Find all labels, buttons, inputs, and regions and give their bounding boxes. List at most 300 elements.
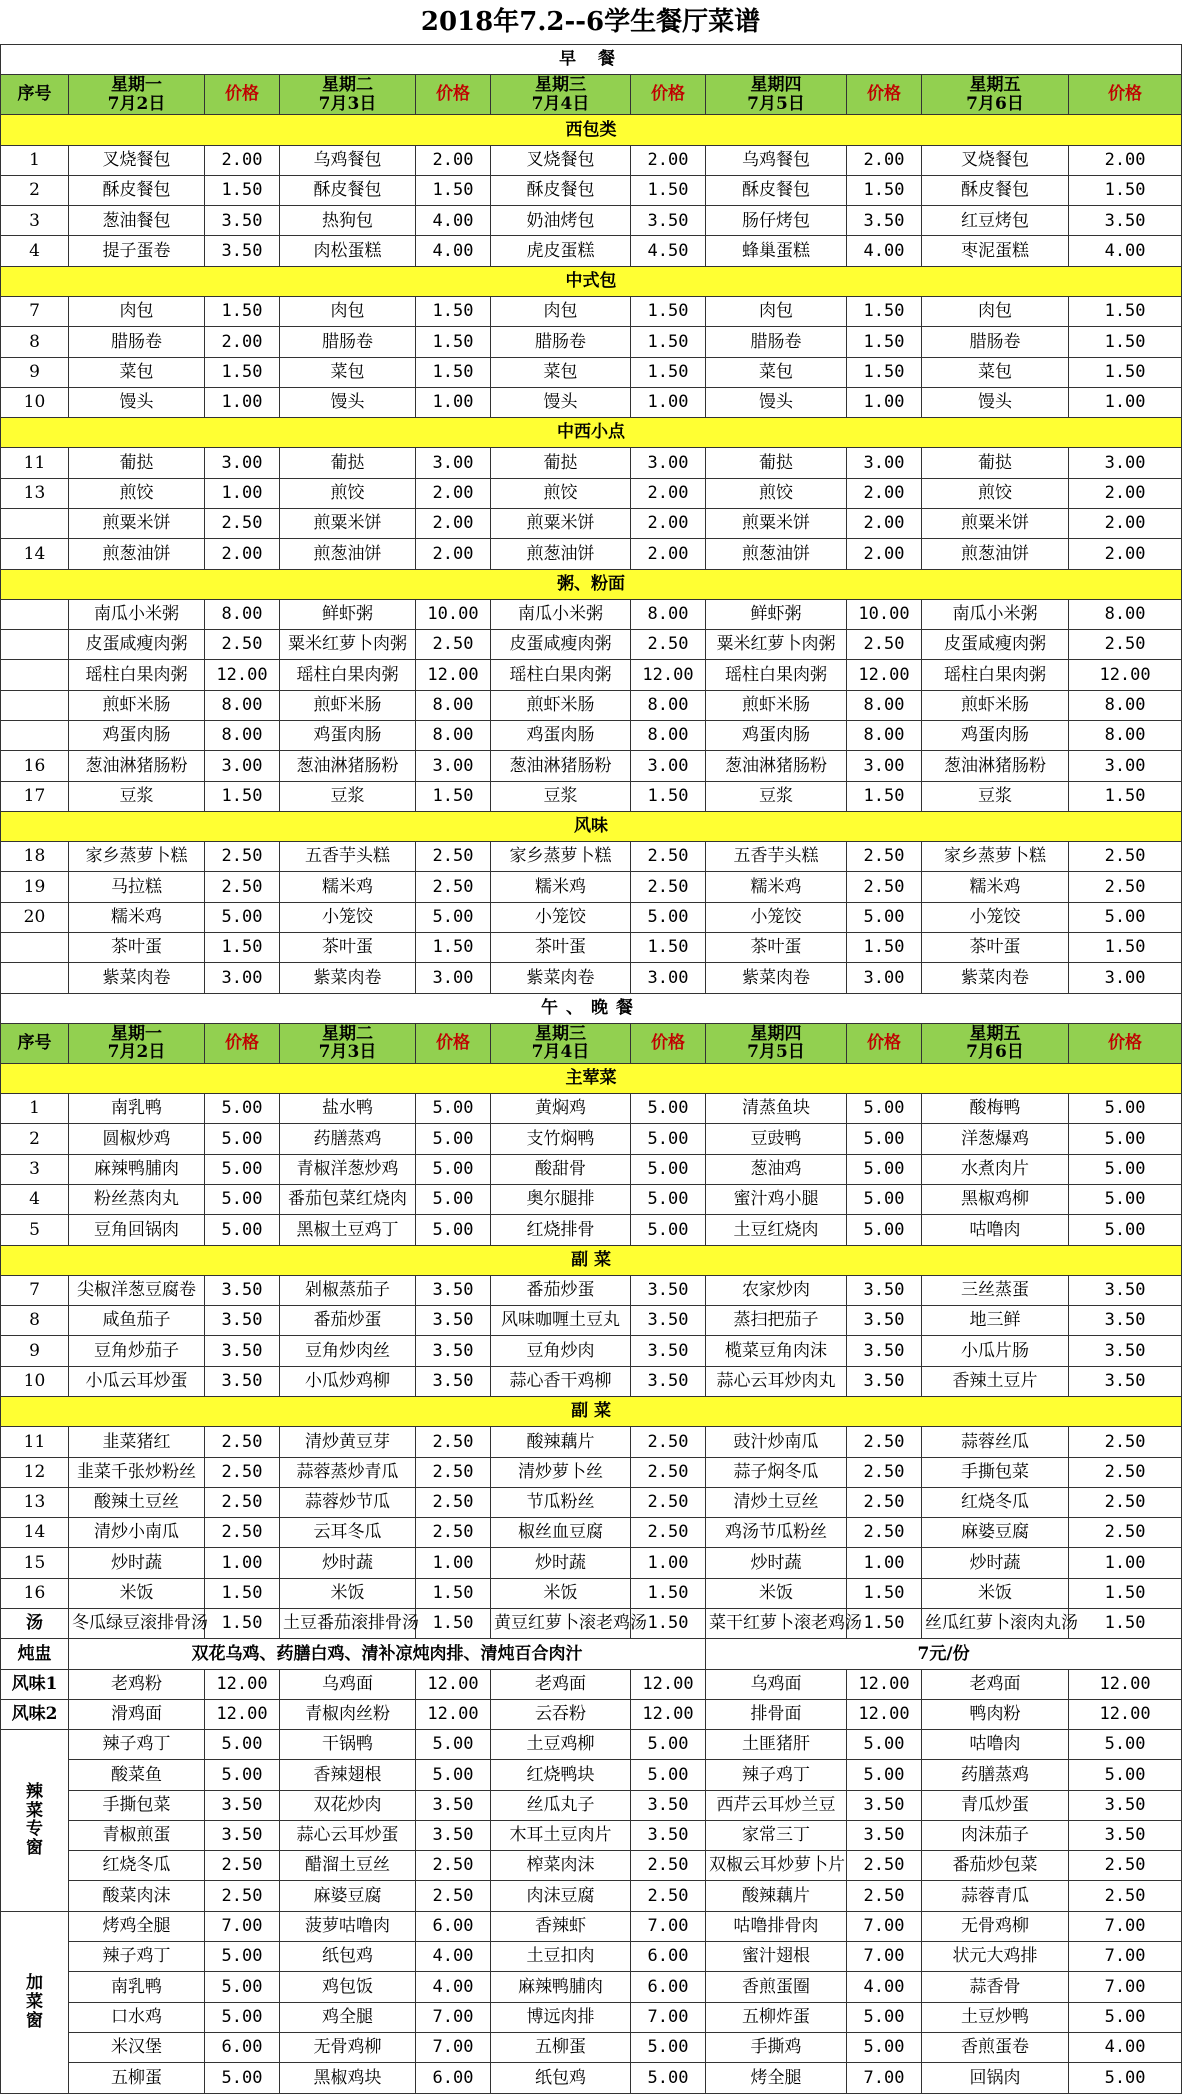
seq-number: 10 (1, 387, 69, 417)
dish-name: 鸭肉粉 (922, 1699, 1069, 1729)
dish-price: 3.50 (631, 1366, 706, 1396)
dish-name: 榨菜肉沫 (491, 1851, 631, 1881)
dish-name: 尖椒洋葱豆腐卷 (69, 1275, 205, 1305)
dish-name: 小瓜片肠 (922, 1336, 1069, 1366)
dish-price: 2.50 (847, 1427, 922, 1457)
dish-price: 6.00 (631, 1972, 706, 2002)
dish-price: 3.00 (416, 751, 491, 781)
dish-name: 炒时蔬 (922, 1548, 1069, 1578)
dish-name: 米饭 (706, 1578, 847, 1608)
price-header: 价格 (847, 75, 922, 115)
date-label: 7月4日 (531, 93, 590, 114)
dish-name: 菜干红萝卜滚老鸡汤 (706, 1608, 847, 1638)
price-header: 价格 (205, 1023, 280, 1063)
seq-number: 17 (1, 781, 69, 811)
seq-number: 18 (1, 842, 69, 872)
date-label: 7月6日 (966, 93, 1024, 114)
dish-price: 1.50 (631, 327, 706, 357)
spicy-window-row (1, 1760, 1182, 1790)
dish-name: 咕噜肉 (922, 1215, 1069, 1245)
menu-row (1, 630, 1182, 660)
dish-name: 双椒云耳炒萝卜片 (706, 1851, 847, 1881)
menu-row (1, 599, 1182, 629)
dish-name: 酸菜鱼 (69, 1760, 205, 1790)
dish-price: 8.00 (847, 690, 922, 720)
seq-number: 19 (1, 872, 69, 902)
dish-price: 8.00 (205, 690, 280, 720)
dish-price: 5.00 (631, 1154, 706, 1184)
menu-table-body (1, 45, 1182, 2094)
dish-name: 蜜汁鸡小腿 (706, 1185, 847, 1215)
dish-price: 1.00 (1069, 387, 1182, 417)
dish-name: 青椒煎蛋 (69, 1820, 205, 1850)
dish-price: 1.50 (416, 297, 491, 327)
dish-name: 菜包 (706, 357, 847, 387)
spicy-window-label-char: 专 (26, 1819, 43, 1840)
dish-price: 3.50 (205, 1336, 280, 1366)
dish-name: 麻婆豆腐 (922, 1518, 1069, 1548)
dish-price: 3.50 (205, 1790, 280, 1820)
dish-price: 2.00 (847, 539, 922, 569)
stew-row (1, 1639, 1182, 1669)
price-header: 价格 (205, 75, 280, 115)
dish-name: 酥皮餐包 (706, 175, 847, 205)
menu-row (1, 1336, 1182, 1366)
seq-number: 5 (1, 1215, 69, 1245)
dish-name: 黑椒鸡块 (280, 2063, 416, 2094)
dish-name: 茶叶蛋 (280, 932, 416, 962)
dish-price: 3.00 (1069, 751, 1182, 781)
dish-name: 木耳土豆肉片 (491, 1820, 631, 1850)
dish-name: 米饭 (69, 1578, 205, 1608)
menu-row (1, 297, 1182, 327)
dish-price: 2.00 (847, 478, 922, 508)
dish-price: 5.00 (205, 1215, 280, 1245)
menu-row (1, 448, 1182, 478)
dish-name: 小瓜炒鸡柳 (280, 1366, 416, 1396)
dish-name: 烤鸡全腿 (69, 1911, 205, 1941)
day-header (706, 75, 847, 115)
dish-price: 2.50 (847, 842, 922, 872)
dish-name: 肉包 (922, 297, 1069, 327)
dish-price: 2.50 (205, 1518, 280, 1548)
seq-number: 14 (1, 539, 69, 569)
seq-number (1, 720, 69, 750)
dish-name: 葡挞 (922, 448, 1069, 478)
dish-name: 酥皮餐包 (280, 175, 416, 205)
spicy-window-row (1, 1851, 1182, 1881)
dish-price: 1.50 (847, 297, 922, 327)
stew-label: 炖盅 (1, 1639, 69, 1669)
dish-price: 3.50 (847, 1366, 922, 1396)
dish-price: 1.50 (205, 781, 280, 811)
dish-price: 1.50 (1069, 1578, 1182, 1608)
dish-name: 烤全腿 (706, 2063, 847, 2094)
menu-row (1, 478, 1182, 508)
dish-name: 药膳蒸鸡 (922, 1760, 1069, 1790)
category-title: 中西小点 (1, 418, 1182, 448)
dish-price: 7.00 (416, 2002, 491, 2032)
menu-row (1, 236, 1182, 266)
dish-name: 煎葱油饼 (280, 539, 416, 569)
dish-price: 2.50 (416, 1881, 491, 1911)
flavor-label: 风味1 (1, 1669, 69, 1699)
dish-price: 1.50 (631, 297, 706, 327)
dish-price: 10.00 (416, 599, 491, 629)
dish-price: 5.00 (631, 1215, 706, 1245)
menu-row (1, 357, 1182, 387)
dish-name: 炒时蔬 (491, 1548, 631, 1578)
dish-price: 2.50 (631, 1487, 706, 1517)
dish-price: 5.00 (1069, 1215, 1182, 1245)
dish-name: 煎饺 (922, 478, 1069, 508)
dish-name: 酸辣藕片 (706, 1881, 847, 1911)
dish-price: 2.50 (847, 1457, 922, 1487)
date-label: 7月3日 (318, 1042, 377, 1063)
dish-price: 2.50 (205, 1851, 280, 1881)
dish-price: 2.00 (1069, 145, 1182, 175)
dish-price: 5.00 (631, 2063, 706, 2094)
dish-name: 番茄炒包菜 (922, 1851, 1069, 1881)
day-header (922, 1023, 1069, 1063)
dish-price: 5.00 (631, 1760, 706, 1790)
dish-price: 2.00 (631, 509, 706, 539)
dish-name: 米饭 (491, 1578, 631, 1608)
dish-name: 葱油淋猪肠粉 (69, 751, 205, 781)
dish-name: 双花炒肉 (280, 1790, 416, 1820)
dish-name: 洋葱爆鸡 (922, 1124, 1069, 1154)
dish-name: 红烧鸭块 (491, 1760, 631, 1790)
dish-price: 12.00 (847, 1699, 922, 1729)
dish-price: 1.50 (205, 1578, 280, 1608)
day-header (69, 1023, 205, 1063)
dish-price: 12.00 (1069, 1669, 1182, 1699)
extra-window-row (1, 2063, 1182, 2094)
dish-price: 8.00 (205, 720, 280, 750)
dish-price: 1.50 (847, 327, 922, 357)
dish-price: 2.50 (416, 1851, 491, 1881)
menu-row (1, 1457, 1182, 1487)
dish-price: 2.50 (847, 1518, 922, 1548)
dish-name: 豆角回锅肉 (69, 1215, 205, 1245)
dish-price: 2.50 (205, 872, 280, 902)
dish-name: 鸡全腿 (280, 2002, 416, 2032)
dish-name: 豆浆 (491, 781, 631, 811)
category-row (1, 569, 1182, 599)
spicy-window-row (1, 1790, 1182, 1820)
seq-number: 8 (1, 1306, 69, 1336)
dish-name: 虎皮蛋糕 (491, 236, 631, 266)
dish-price: 3.50 (205, 206, 280, 236)
dish-name: 豆角炒肉丝 (280, 1336, 416, 1366)
dish-price: 5.00 (1069, 1124, 1182, 1154)
dish-price: 1.50 (416, 781, 491, 811)
extra-window-label (1, 1911, 69, 2093)
weekday-label: 星期二 (322, 75, 373, 96)
dish-name: 腊肠卷 (69, 327, 205, 357)
dish-price: 4.00 (1069, 236, 1182, 266)
dish-price: 8.00 (1069, 599, 1182, 629)
dish-name: 乌鸡面 (280, 1669, 416, 1699)
dish-name: 红烧冬瓜 (922, 1487, 1069, 1517)
dish-price: 2.50 (205, 1457, 280, 1487)
dish-price: 2.50 (847, 1881, 922, 1911)
dish-name: 馒头 (491, 387, 631, 417)
dish-price: 2.50 (631, 1518, 706, 1548)
menu-row (1, 963, 1182, 993)
dish-name: 支竹焖鸭 (491, 1124, 631, 1154)
dish-price: 3.00 (847, 751, 922, 781)
dish-name: 番茄炒蛋 (491, 1275, 631, 1305)
dish-price: 1.50 (631, 1578, 706, 1608)
dish-name: 韭菜千张炒粉丝 (69, 1457, 205, 1487)
dish-name: 皮蛋咸瘦肉粥 (491, 630, 631, 660)
day-header (706, 1023, 847, 1063)
dish-name: 煎粟米饼 (280, 509, 416, 539)
dish-price: 1.50 (416, 932, 491, 962)
dish-price: 3.50 (847, 1820, 922, 1850)
dish-price: 5.00 (205, 1154, 280, 1184)
dish-price: 3.00 (847, 448, 922, 478)
dish-price: 3.50 (416, 1275, 491, 1305)
dish-name: 肉松蛋糕 (280, 236, 416, 266)
menu-row (1, 539, 1182, 569)
extra-window-row (1, 1942, 1182, 1972)
dish-price: 1.00 (416, 1548, 491, 1578)
dish-price: 12.00 (416, 660, 491, 690)
day-header (69, 75, 205, 115)
dish-price: 2.50 (205, 842, 280, 872)
dish-name: 酸菜肉沫 (69, 1881, 205, 1911)
extra-window-row (1, 1972, 1182, 2002)
dish-price: 2.50 (1069, 1851, 1182, 1881)
dish-name: 小笼饺 (922, 902, 1069, 932)
dish-price: 3.00 (631, 751, 706, 781)
dish-price: 2.50 (631, 630, 706, 660)
category-title: 粥、粉面 (1, 569, 1182, 599)
date-label: 7月2日 (107, 1042, 166, 1063)
dish-name: 奶油烤包 (491, 206, 631, 236)
dish-price: 1.50 (205, 1608, 280, 1638)
dish-name: 菜包 (922, 357, 1069, 387)
weekday-label: 星期四 (750, 75, 802, 96)
dish-name: 腊肠卷 (922, 327, 1069, 357)
dish-price: 2.50 (205, 1487, 280, 1517)
dish-name: 冬瓜绿豆滚排骨汤 (69, 1608, 205, 1638)
dish-price: 8.00 (631, 690, 706, 720)
menu-row (1, 1185, 1182, 1215)
dish-name: 香煎蛋圈 (706, 1972, 847, 2002)
seq-number (1, 630, 69, 660)
dish-name: 香辣翅根 (280, 1760, 416, 1790)
dish-name: 煎葱油饼 (922, 539, 1069, 569)
stew-items: 双花乌鸡、药膳白鸡、清补凉炖肉排、清炖百合肉汁 (69, 1639, 706, 1669)
seq-number: 14 (1, 1518, 69, 1548)
dish-price: 5.00 (416, 1730, 491, 1760)
dish-price: 5.00 (416, 1124, 491, 1154)
dish-name: 三丝蒸蛋 (922, 1275, 1069, 1305)
dish-price: 4.00 (416, 206, 491, 236)
dish-name: 五柳蛋 (69, 2063, 205, 2094)
seq-number (1, 599, 69, 629)
dish-price: 3.00 (1069, 963, 1182, 993)
dish-name: 南乳鸭 (69, 1972, 205, 2002)
day-header (280, 1023, 416, 1063)
extra-window-row (1, 1911, 1182, 1941)
dish-name: 葱油淋猪肠粉 (706, 751, 847, 781)
dish-price: 12.00 (631, 1669, 706, 1699)
menu-row (1, 1275, 1182, 1305)
seq-number: 10 (1, 1366, 69, 1396)
extra-window-label-char: 菜 (26, 1992, 43, 2013)
dish-price: 2.00 (1069, 478, 1182, 508)
dish-name: 榄菜豆角肉沫 (706, 1336, 847, 1366)
dish-price: 6.00 (416, 1911, 491, 1941)
dish-price: 3.00 (416, 448, 491, 478)
price-header: 价格 (1069, 75, 1182, 115)
dish-name: 肉包 (491, 297, 631, 327)
dish-price: 3.50 (847, 1336, 922, 1366)
dish-price: 3.00 (847, 963, 922, 993)
dish-name: 鸡蛋肉肠 (922, 720, 1069, 750)
dish-name: 腊肠卷 (706, 327, 847, 357)
dish-name: 肉包 (280, 297, 416, 327)
dish-price: 2.00 (416, 478, 491, 508)
dish-price: 3.50 (205, 236, 280, 266)
dish-name: 南瓜小米粥 (922, 599, 1069, 629)
dish-name: 鸡蛋肉肠 (491, 720, 631, 750)
dish-name: 青椒洋葱炒鸡 (280, 1154, 416, 1184)
dish-price: 5.00 (847, 1154, 922, 1184)
dish-name: 老鸡面 (491, 1669, 631, 1699)
category-title: 副 菜 (1, 1396, 1182, 1426)
price-header: 价格 (1069, 1023, 1182, 1063)
dish-name: 小瓜云耳炒蛋 (69, 1366, 205, 1396)
dish-name: 酸甜骨 (491, 1154, 631, 1184)
dish-price: 8.00 (416, 720, 491, 750)
dish-name: 韭菜猪红 (69, 1427, 205, 1457)
dish-price: 3.50 (416, 1820, 491, 1850)
dish-price: 5.00 (847, 1730, 922, 1760)
dish-name: 紫菜肉卷 (706, 963, 847, 993)
extra-window-label-char: 窗 (26, 2010, 43, 2031)
dish-price: 1.50 (205, 357, 280, 387)
dish-name: 地三鲜 (922, 1306, 1069, 1336)
dish-price: 8.00 (1069, 720, 1182, 750)
dish-price: 5.00 (631, 1124, 706, 1154)
dish-price: 5.00 (631, 1730, 706, 1760)
dish-price: 5.00 (416, 1185, 491, 1215)
dish-price: 3.00 (205, 448, 280, 478)
menu-row (1, 1548, 1182, 1578)
dish-price: 3.50 (847, 1790, 922, 1820)
dish-price: 3.50 (416, 1366, 491, 1396)
dish-price: 2.50 (1069, 842, 1182, 872)
dish-price: 5.00 (847, 1215, 922, 1245)
dish-price: 3.50 (205, 1306, 280, 1336)
dish-name: 辣子鸡丁 (69, 1942, 205, 1972)
dish-price: 7.00 (205, 1911, 280, 1941)
dish-price: 3.50 (416, 1336, 491, 1366)
soup-row (1, 1608, 1182, 1638)
dish-price: 1.00 (205, 1548, 280, 1578)
dish-price: 3.00 (631, 963, 706, 993)
date-label: 7月5日 (747, 1042, 805, 1063)
dish-price: 7.00 (1069, 1942, 1182, 1972)
dish-price: 12.00 (205, 1699, 280, 1729)
dish-name: 煎虾米肠 (922, 690, 1069, 720)
dish-price: 5.00 (205, 2002, 280, 2032)
dish-name: 五柳蛋 (491, 2032, 631, 2062)
dish-price: 3.50 (205, 1820, 280, 1850)
flavor-row (1, 1669, 1182, 1699)
category-title: 中式包 (1, 266, 1182, 296)
dish-name: 博远肉排 (491, 2002, 631, 2032)
dish-price: 2.50 (205, 509, 280, 539)
dish-name: 煎饺 (69, 478, 205, 508)
dish-price: 7.00 (847, 2063, 922, 2094)
dish-price: 5.00 (1069, 1185, 1182, 1215)
dish-price: 5.00 (631, 902, 706, 932)
dish-price: 2.50 (631, 1427, 706, 1457)
dish-name: 葱油鸡 (706, 1154, 847, 1184)
dish-price: 12.00 (847, 660, 922, 690)
dish-name: 蒜心香干鸡柳 (491, 1366, 631, 1396)
dish-price: 4.50 (631, 236, 706, 266)
dish-name: 煎粟米饼 (491, 509, 631, 539)
dish-price: 3.50 (1069, 1306, 1182, 1336)
dish-name: 五香芋头糕 (706, 842, 847, 872)
dish-price: 5.00 (631, 1094, 706, 1124)
dish-name: 小笼饺 (491, 902, 631, 932)
dish-name: 药膳蒸鸡 (280, 1124, 416, 1154)
dish-name: 排骨面 (706, 1699, 847, 1729)
dish-price: 6.00 (416, 2063, 491, 2094)
dish-price: 1.50 (847, 1608, 922, 1638)
dish-price: 8.00 (416, 690, 491, 720)
dish-name: 豆浆 (69, 781, 205, 811)
dish-name: 青椒肉丝粉 (280, 1699, 416, 1729)
dish-name: 煎饺 (706, 478, 847, 508)
seq-number: 9 (1, 357, 69, 387)
dish-name: 酸梅鸭 (922, 1094, 1069, 1124)
dish-name: 家乡蒸萝卜糕 (491, 842, 631, 872)
dish-name: 糯米鸡 (922, 872, 1069, 902)
seq-number: 16 (1, 1578, 69, 1608)
dish-price: 1.50 (416, 357, 491, 387)
spicy-window-row (1, 1881, 1182, 1911)
dish-price: 1.50 (631, 175, 706, 205)
dish-price: 5.00 (205, 1972, 280, 2002)
dish-name: 鲜虾粥 (706, 599, 847, 629)
menu-row (1, 1427, 1182, 1457)
dish-name: 乌鸡面 (706, 1669, 847, 1699)
dish-price: 5.00 (205, 902, 280, 932)
dish-name: 菜包 (280, 357, 416, 387)
seq-number (1, 509, 69, 539)
menu-row (1, 1154, 1182, 1184)
dish-name: 蜜汁翅根 (706, 1942, 847, 1972)
dish-name: 南瓜小米粥 (491, 599, 631, 629)
dish-name: 豆浆 (706, 781, 847, 811)
dish-name: 粟米红萝卜肉粥 (706, 630, 847, 660)
dish-price: 2.50 (631, 1457, 706, 1487)
seq-number: 11 (1, 448, 69, 478)
dish-price: 1.00 (205, 387, 280, 417)
dish-price: 6.00 (205, 2032, 280, 2062)
price-header: 价格 (631, 75, 706, 115)
dish-name: 麻辣鸭脯肉 (491, 1972, 631, 2002)
